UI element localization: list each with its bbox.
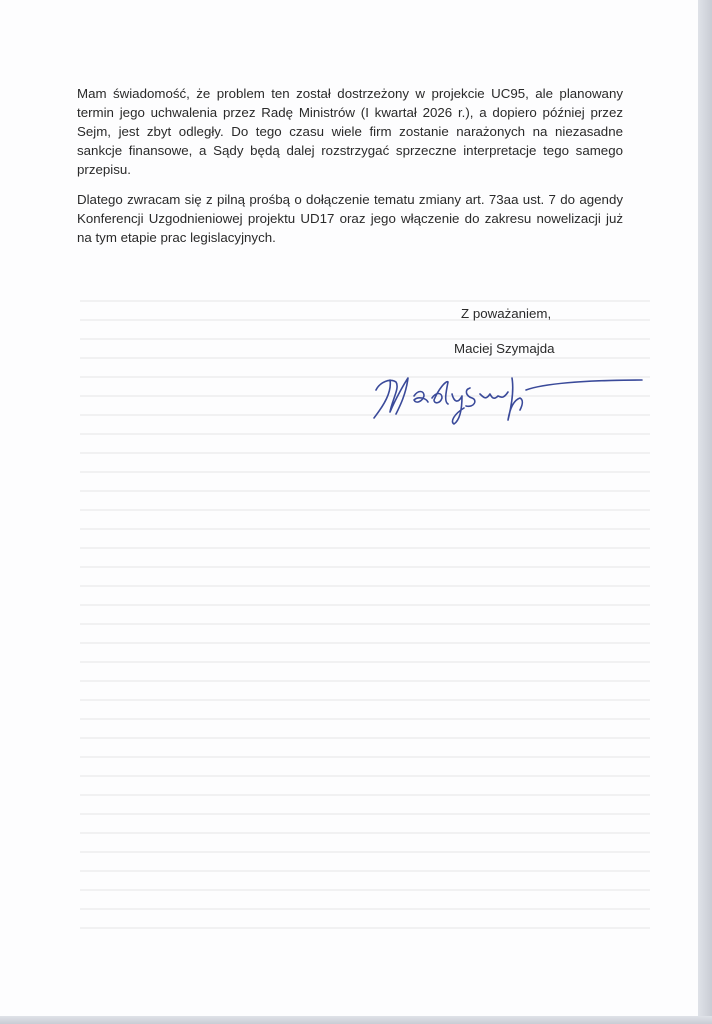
- author-name: Maciej Szymajda: [454, 341, 555, 356]
- paragraph-2: Dlatego zwracam się z pilną prośbą o dołączenie tematu zmiany art. 73aa ust. 7 do agendy Konferencji Uzgodnieniowej projektu UD17 oraz jego włączenie do zakresu nowelizacji już na tym etapie prac legislacyjnych.: [77, 192, 623, 245]
- paragraph-1: Mam świadomość, że problem ten został dostrzeżony w projekcie UC95, ale planowany termin jego uchwalenia przez Radę Ministrów (I kwartał 2026 r.), a dopiero później przez Sejm, jest zbyt odległy. Do tego czasu wiele firm zostanie narażonych na niezasadne sankcje finansowe, a Sądy będą dalej rozstrzygać sprzeczne interpretacje tego samego przepisu.: [77, 86, 623, 177]
- page-edge-right: [698, 0, 712, 1024]
- closing-salutation: Z poważaniem,: [461, 306, 552, 321]
- handwritten-signature: [362, 360, 662, 430]
- page-edge-bottom: [0, 1016, 712, 1024]
